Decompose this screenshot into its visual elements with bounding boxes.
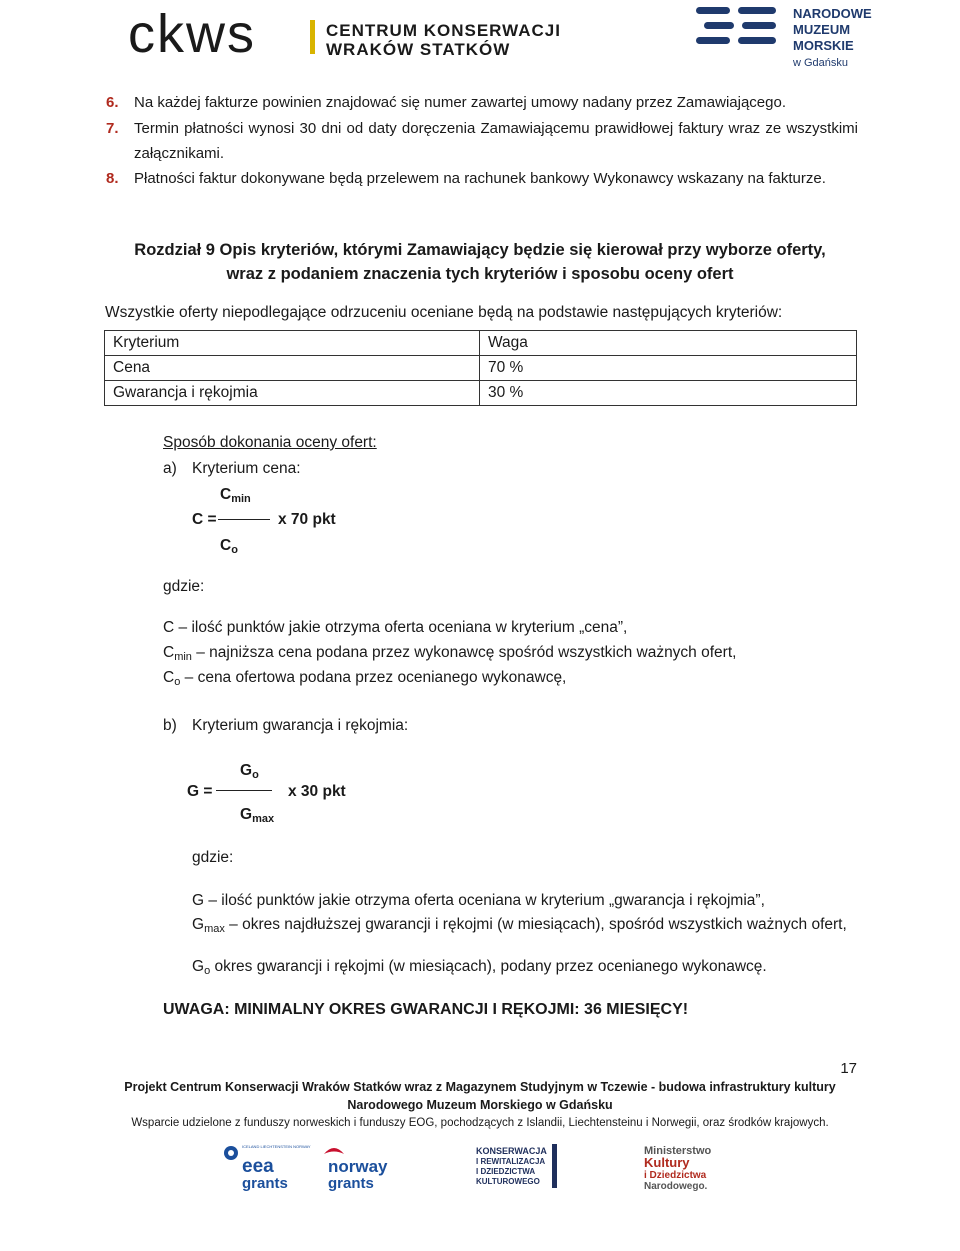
criterion-b-text: Kryterium gwarancja i rękojmia: <box>192 717 409 734</box>
table-cell: Cena <box>105 356 480 381</box>
ckws-line1: CENTRUM KONSERWACJI <box>326 21 561 40</box>
def-text: – ilość punktów jakie otrzyma oferta oceniana w kryterium „gwarancja i rękojmia”, <box>208 892 765 909</box>
criterion-a-text: Kryterium cena: <box>192 460 301 477</box>
definition-c <box>163 619 627 637</box>
norway-text2: grants <box>328 1175 374 1192</box>
eea-text1: eea <box>242 1156 274 1177</box>
def-text: – ilość punktów jakie otrzyma oferta oceniana w kryterium „cena”, <box>178 619 628 636</box>
krdk-line1: KONSERWACJA <box>476 1146 547 1156</box>
formula-g-fraction-line <box>216 790 272 791</box>
definition-cmin <box>163 644 736 663</box>
definition-co <box>163 669 566 688</box>
table-row <box>105 356 857 381</box>
krdk-graphic <box>476 1142 566 1192</box>
def-text: okres gwarancji i rękojmi (w miesiącach), podany przez ocenianego wykonawcę. <box>214 958 767 975</box>
formula-g-denominator <box>240 806 274 825</box>
nmm-logo-graphic <box>694 4 894 70</box>
chapter-title-line1: Rozdział 9 Opis kryteriów, którymi Zamawiający będzie się kierował przy wyborze oferty, <box>134 241 826 259</box>
list-text: Na każdej fakturze powinien znajdować się numer zawartej umowy nadany przez Zamawiającego. <box>134 94 786 111</box>
formula-g-num-sub: o <box>252 769 259 781</box>
footer-project-line2: Narodowego Muzeum Morskiego w Gdańsku <box>347 1098 613 1112</box>
ministry-line3: i Dziedzictwa <box>644 1170 707 1181</box>
table-row <box>105 381 857 406</box>
ministry-line1: Ministerstwo <box>644 1145 712 1157</box>
formula-c-numerator <box>220 486 251 505</box>
table-cell: 70 % <box>480 356 857 381</box>
definition-g <box>192 892 858 910</box>
ckws-divider <box>310 20 315 54</box>
formula-c-denominator <box>220 537 238 556</box>
list-text: Płatności faktur dokonywane będą przelewem na rachunek bankowy Wykonawcy wskazany na fakturze. <box>134 170 826 187</box>
ministry-line2: Kultury <box>644 1155 690 1170</box>
formula-g-num-sym: G <box>240 762 253 779</box>
formula-c-num-sym: C <box>220 486 232 503</box>
def-text: – okres najdłuższej gwarancji i rękojmi (w miesiącach), spośród wszystkich ważnych ofert, <box>229 916 847 933</box>
def-symbol: C <box>163 644 175 661</box>
criteria-table <box>104 330 857 406</box>
table-cell: 30 % <box>480 381 857 406</box>
nmm-wave-2 <box>738 7 776 14</box>
nmm-line4: w Gdańsku <box>793 57 849 69</box>
krdk-line3: I DZIEDZICTWA <box>476 1167 536 1176</box>
criteria-intro: Wszystkie oferty niepodlegające odrzuceniu oceniane będą na podstawie następujących kryteriów: <box>105 304 783 321</box>
formula-g-rhs: x 30 pkt <box>288 783 346 800</box>
criterion-a-label: a) <box>163 460 177 477</box>
list-text: Termin płatności wynosi 30 dni od daty doręczenia Zamawiającemu prawidłowej faktury wraz ze wszystkimi załącznikami. <box>134 120 858 162</box>
ministry-logo <box>644 1142 734 1197</box>
warning-text: UWAGA: MINIMALNY OKRES GWARANCJI I RĘKOJMI: 36 MIESIĘCY! <box>163 1001 689 1018</box>
def-symbol: C <box>163 669 175 686</box>
def-symbol: G <box>192 958 205 975</box>
footer-funding-line: Wsparcie udzielone z funduszy norweskich i funduszy EOG, pochodzących z Islandii, Liechtensteinu i Norwegii, oraz środków krajowych. <box>131 1117 829 1129</box>
ministry-line4: Narodowego. <box>644 1181 708 1192</box>
krdk-line4: KULTUROWEGO <box>476 1177 540 1186</box>
definition-gmax <box>192 914 858 940</box>
gdzie-label-1: gdzie: <box>163 578 205 595</box>
nmm-line1: NARODOWE <box>793 6 872 21</box>
ckws-logo-graphic <box>128 4 561 64</box>
nmm-logo <box>694 4 894 70</box>
krdk-logo <box>476 1142 566 1197</box>
formula-g-den-sub: max <box>252 813 275 825</box>
def-text: – najniższa cena podana przez wykonawcę spośród wszystkich ważnych ofert, <box>196 644 737 661</box>
nmm-wave-4 <box>742 22 776 29</box>
formula-g-numerator <box>240 762 259 781</box>
formula-c-fraction-line <box>218 519 270 520</box>
ckws-line2: WRAKÓW STATKÓW <box>326 40 511 59</box>
method-title: Sposób dokonania oceny ofert: <box>163 434 377 451</box>
nmm-wave-1 <box>696 7 730 14</box>
chapter-title-line2: wraz z podaniem znaczenia tych kryteriów i sposobu oceny ofert <box>226 265 734 283</box>
krdk-line2: I REWITALIZACJA <box>476 1157 546 1166</box>
def-sub: min <box>174 651 192 663</box>
ministry-graphic <box>644 1142 734 1192</box>
eea-small-text: ICELAND LIECHTENSTEIN NORWAY <box>242 1144 311 1149</box>
krdk-bar-icon <box>552 1144 557 1188</box>
norway-mark-icon <box>324 1148 344 1154</box>
gdzie-label-2: gdzie: <box>192 849 234 866</box>
formula-c-den-sym: C <box>220 537 232 554</box>
list-number: 8. <box>106 170 119 187</box>
ckws-logo <box>128 4 561 64</box>
nmm-wave-5 <box>696 37 730 44</box>
norway-grants-graphic <box>322 1142 398 1192</box>
formula-c-lhs: C = <box>192 511 217 528</box>
list-number: 7. <box>106 120 119 137</box>
nmm-line2: MUZEUM <box>793 22 851 37</box>
def-symbol: C <box>163 619 175 636</box>
eea-circle-inner <box>228 1150 234 1156</box>
formula-g-lhs: G = <box>187 783 213 800</box>
formula-c-rhs: x 70 pkt <box>278 511 336 528</box>
table-header-cell: Waga <box>480 331 857 356</box>
table-header-cell: Kryterium <box>105 331 480 356</box>
table-header-row <box>105 331 857 356</box>
table-cell: Gwarancja i rękojmia <box>105 381 480 406</box>
formula-c-den-sub: o <box>231 544 238 556</box>
definition-go <box>192 958 858 977</box>
def-text: – cena ofertowa podana przez ocenianego wykonawcę, <box>184 669 567 686</box>
def-sub: o <box>174 676 181 688</box>
eea-grants-logo <box>222 1142 311 1197</box>
def-sub: max <box>204 923 225 935</box>
def-symbol: G <box>192 892 205 909</box>
page-number: 17 <box>840 1060 857 1077</box>
def-sub: o <box>204 965 211 977</box>
norway-grants-logo <box>322 1142 398 1197</box>
ckws-wordmark: ckws <box>128 4 256 64</box>
criterion-b-label: b) <box>163 717 177 734</box>
list-number: 6. <box>106 94 119 111</box>
formula-g-den-sym: G <box>240 806 253 823</box>
norway-text1: norway <box>328 1157 388 1176</box>
nmm-line3: MORSKIE <box>793 38 854 53</box>
chapter-title <box>100 238 860 286</box>
footer-project-line1: Projekt Centrum Konserwacji Wraków Statków wraz z Magazynem Studyjnym w Tczewie - budowa infrastruktury kultury <box>124 1080 836 1094</box>
nmm-wave-3 <box>704 22 734 29</box>
formula-c-num-sub: min <box>231 493 251 505</box>
nmm-wave-6 <box>738 37 776 44</box>
def-symbol: G <box>192 916 205 933</box>
eea-text2: grants <box>242 1175 288 1192</box>
eea-grants-graphic <box>222 1142 311 1192</box>
